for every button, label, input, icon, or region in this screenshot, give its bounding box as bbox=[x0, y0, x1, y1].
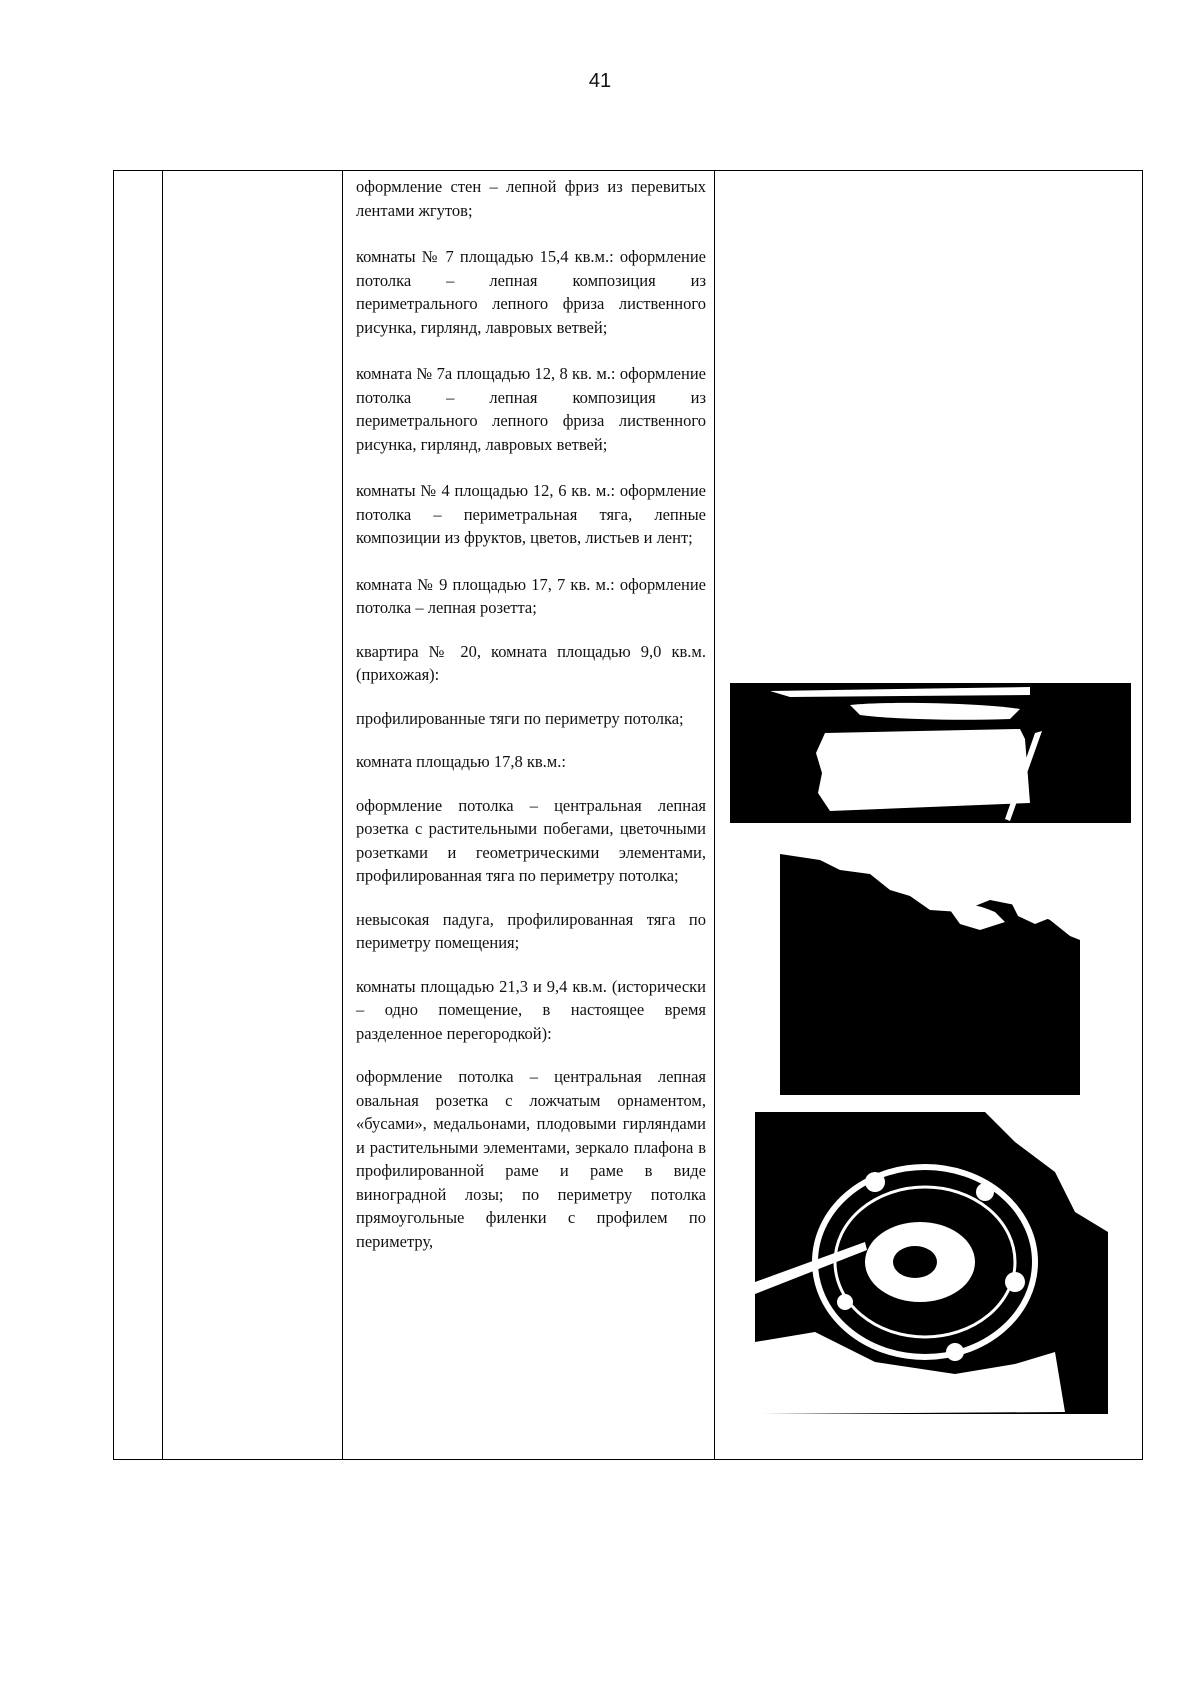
column-divider-1 bbox=[162, 171, 163, 1459]
photo-oval-rosette bbox=[755, 1112, 1108, 1414]
column-divider-2 bbox=[342, 171, 343, 1459]
description-column bbox=[356, 175, 706, 1253]
paragraph-oval-rosette: оформление потолка – центральная лепная овальная розетка с ложчатым орнаментом, «бусами», медальонами, плодовыми гирляндами и растительными элементами, зеркало плафона в профилированной раме и раме в виде виноградной лозы; по периметру потолка прямоугольные филенки с профилем по периметру, bbox=[356, 1067, 706, 1251]
paragraph-room-4: комнаты № 4 площадью 12, 6 кв. м.: оформление потолка – периметральная тяга, лепные композиции из фруктов, цветов, листьев и лент; bbox=[356, 481, 706, 547]
paragraph-cove: невысокая падуга, профилированная тяга по периметру помещения; bbox=[356, 909, 706, 952]
paragraph-walls: оформление стен – лепной фриз из перевитых лентами жгутов; bbox=[356, 177, 706, 220]
paragraph-apartment-20: квартира № 20, комната площадью 9,0 кв.м. (прихожая): bbox=[356, 641, 706, 684]
page-number: 41 bbox=[588, 70, 612, 92]
paragraph-room-17-8: комната площадью 17,8 кв.м.: bbox=[356, 752, 566, 771]
photo-cornice bbox=[730, 683, 1131, 823]
paragraph-ceiling-rosette: оформление потолка – центральная лепная розетка с растительными побегами, цветочными розетками и геометрическими элементами, профилированная тяга по периметру потолка; bbox=[356, 795, 706, 885]
paragraph-room-9: комната № 9 площадью 17, 7 кв. м.: оформление потолка – лепная розетта; bbox=[356, 574, 706, 617]
column-divider-3 bbox=[714, 171, 715, 1459]
paragraph-room-7a: комната № 7а площадью 12, 8 кв. м.: оформление потолка – лепная композиция из периметрального лепного фриза лиственного рисунка, гирлянд, лавровых ветвей; bbox=[356, 364, 706, 454]
photo-rosette-edge bbox=[780, 840, 1080, 1095]
paragraph-room-7: комнаты № 7 площадью 15,4 кв.м.: оформление потолка – лепная композиция из периметрального лепного фриза лиственного рисунка, гирлянд, лавровых ветвей; bbox=[356, 247, 706, 337]
paragraph-profiled-mouldings: профилированные тяги по периметру потолка; bbox=[356, 708, 684, 728]
paragraph-rooms-21-3-9-4: комнаты площадью 21,3 и 9,4 кв.м. (исторически – одно помещение, в настоящее время разделенное перегородкой): bbox=[356, 976, 706, 1043]
